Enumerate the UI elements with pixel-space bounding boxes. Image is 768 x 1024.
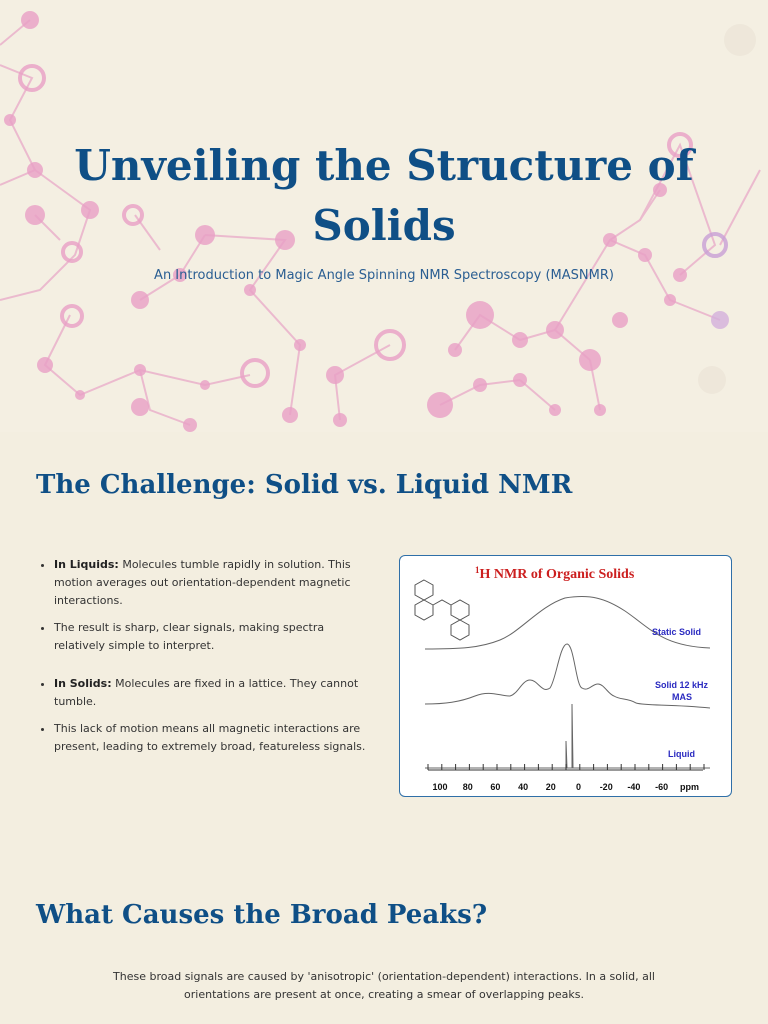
bullet-text: Molecules are fixed in a lattice. They cannot tumble.	[54, 677, 359, 708]
ppm-axis-ticks	[428, 764, 704, 770]
static-solid-label: Static Solid	[652, 627, 702, 637]
axis-tick-label: 80	[462, 782, 473, 792]
ppm-unit-label: ppm	[680, 782, 699, 792]
causes-section	[0, 862, 768, 1024]
bullet-solids	[54, 675, 374, 711]
axis-tick-label: 100	[432, 782, 448, 792]
bullet-sharp-signals	[54, 619, 374, 655]
challenge-bullet-list	[36, 556, 374, 765]
axis-tick-label: 60	[490, 782, 501, 792]
ppm-axis-labels	[432, 782, 668, 792]
bullet-label: In Solids:	[54, 677, 112, 690]
mas-trace	[425, 644, 710, 708]
axis-tick-label: -40	[627, 782, 641, 792]
axis-tick-label: 20	[545, 782, 556, 792]
axis-tick-label: -60	[655, 782, 669, 792]
bullet-broad-signals	[54, 720, 374, 756]
causes-heading: What Causes the Broad Peaks?	[36, 900, 488, 930]
liquid-label: Liquid	[668, 749, 695, 759]
page-title	[0, 136, 768, 256]
bullet-text: Molecules tumble rapidly in solution. This motion averages out orientation-dependent magnetic interactions.	[54, 558, 351, 607]
title-line-1: Unveiling the Structure of	[74, 141, 694, 190]
axis-tick-label: -20	[599, 782, 613, 792]
bullet-text: This lack of motion means all magnetic interactions are present, leading to extremely broad, featureless signals.	[54, 722, 366, 753]
hero-banner	[0, 0, 768, 432]
bullet-label: In Liquids:	[54, 558, 119, 571]
title-line-2: Solids	[312, 201, 456, 250]
figure-title	[475, 565, 635, 582]
axis-tick-label: 40	[518, 782, 529, 792]
figure-title-superscript: 1	[475, 565, 480, 575]
molecule-structure-icon	[415, 580, 469, 640]
mas-label-line-1: Solid 12 kHz	[655, 680, 709, 690]
nmr-spectra-image	[400, 556, 731, 796]
mas-label-line-2: MAS	[672, 692, 692, 702]
bullet-text: The result is sharp, clear signals, making spectra relatively simple to interpret.	[54, 621, 325, 652]
axis-tick-label: 0	[575, 782, 582, 792]
nmr-spectra-figure	[399, 555, 732, 797]
challenge-heading: The Challenge: Solid vs. Liquid NMR	[36, 470, 573, 500]
causes-paragraph: These broad signals are caused by 'anisotropic' (orientation-dependent) interactions. In a solid, all orientations are present at once, creating a smear of overlapping peaks.	[113, 970, 655, 1001]
page-subtitle: An Introduction to Magic Angle Spinning NMR Spectroscopy (MASNMR)	[154, 268, 614, 283]
figure-title-text: H NMR of Organic Solids	[479, 567, 635, 582]
bullet-liquids	[54, 556, 374, 610]
